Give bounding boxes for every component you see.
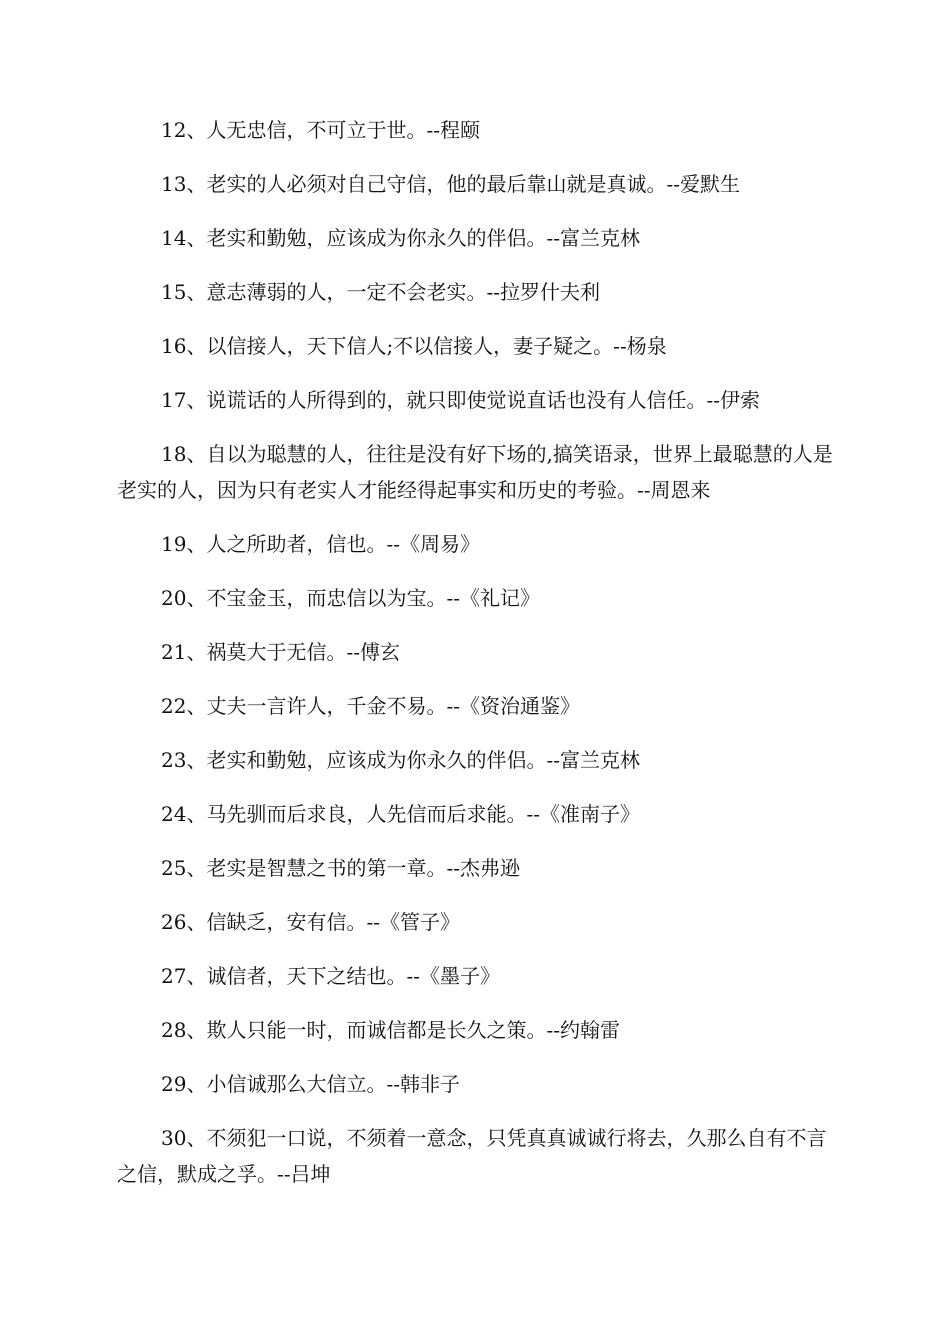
quote-paragraph-21: 21、祸莫大于无信。--傅玄 [161, 640, 400, 664]
quote-paragraph-24: 24、马先驯而后求良，人先信而后求能。--《准南子》 [161, 802, 640, 826]
quote-paragraph-15: 15、意志薄弱的人，一定不会老实。--拉罗什夫利 [161, 280, 600, 304]
quote-paragraph-27: 27、诚信者，天下之结也。--《墨子》 [161, 964, 500, 988]
quote-paragraph-17: 17、说谎话的人所得到的，就只即使觉说直话也没有人信任。--伊索 [161, 388, 760, 412]
quote-paragraph-30: 30、不须犯一口说，不须着一意念，只凭真真诚诚行将去，久那么自有不言之信，默成之孚。--吕坤 [117, 1126, 827, 1186]
quote-paragraph-20: 20、不宝金玉，而忠信以为宝。--《礼记》 [161, 586, 540, 610]
document-body [117, 112, 837, 1210]
quote-paragraph-29: 29、小信诚那么大信立。--韩非子 [161, 1072, 460, 1096]
quote-paragraph-16: 16、以信接人，天下信人;不以信接人，妻子疑之。--杨泉 [161, 334, 667, 358]
quote-paragraph-19: 19、人之所助者，信也。--《周易》 [161, 532, 480, 556]
quote-paragraph-18: 18、自以为聪慧的人，往往是没有好下场的,搞笑语录，世界上最聪慧的人是老实的人，因为只有老实人才能经得起事实和历史的考验。--周恩来 [117, 442, 833, 502]
quote-paragraph-26: 26、信缺乏，安有信。--《管子》 [161, 910, 460, 934]
quote-paragraph-14: 14、老实和勤勉，应该成为你永久的伴侣。--富兰克林 [161, 226, 640, 250]
quote-paragraph-25: 25、老实是智慧之书的第一章。--杰弗逊 [161, 856, 520, 880]
quote-paragraph-13: 13、老实的人必须对自己守信，他的最后靠山就是真诚。--爱默生 [161, 172, 740, 196]
quote-paragraph-23: 23、老实和勤勉，应该成为你永久的伴侣。--富兰克林 [161, 748, 640, 772]
quote-paragraph-28: 28、欺人只能一时，而诚信都是长久之策。--约翰雷 [161, 1018, 620, 1042]
quote-paragraph-22: 22、丈夫一言许人，千金不易。--《资治通鉴》 [161, 694, 580, 718]
quote-paragraph-12: 12、人无忠信，不可立于世。--程颐 [161, 118, 480, 142]
